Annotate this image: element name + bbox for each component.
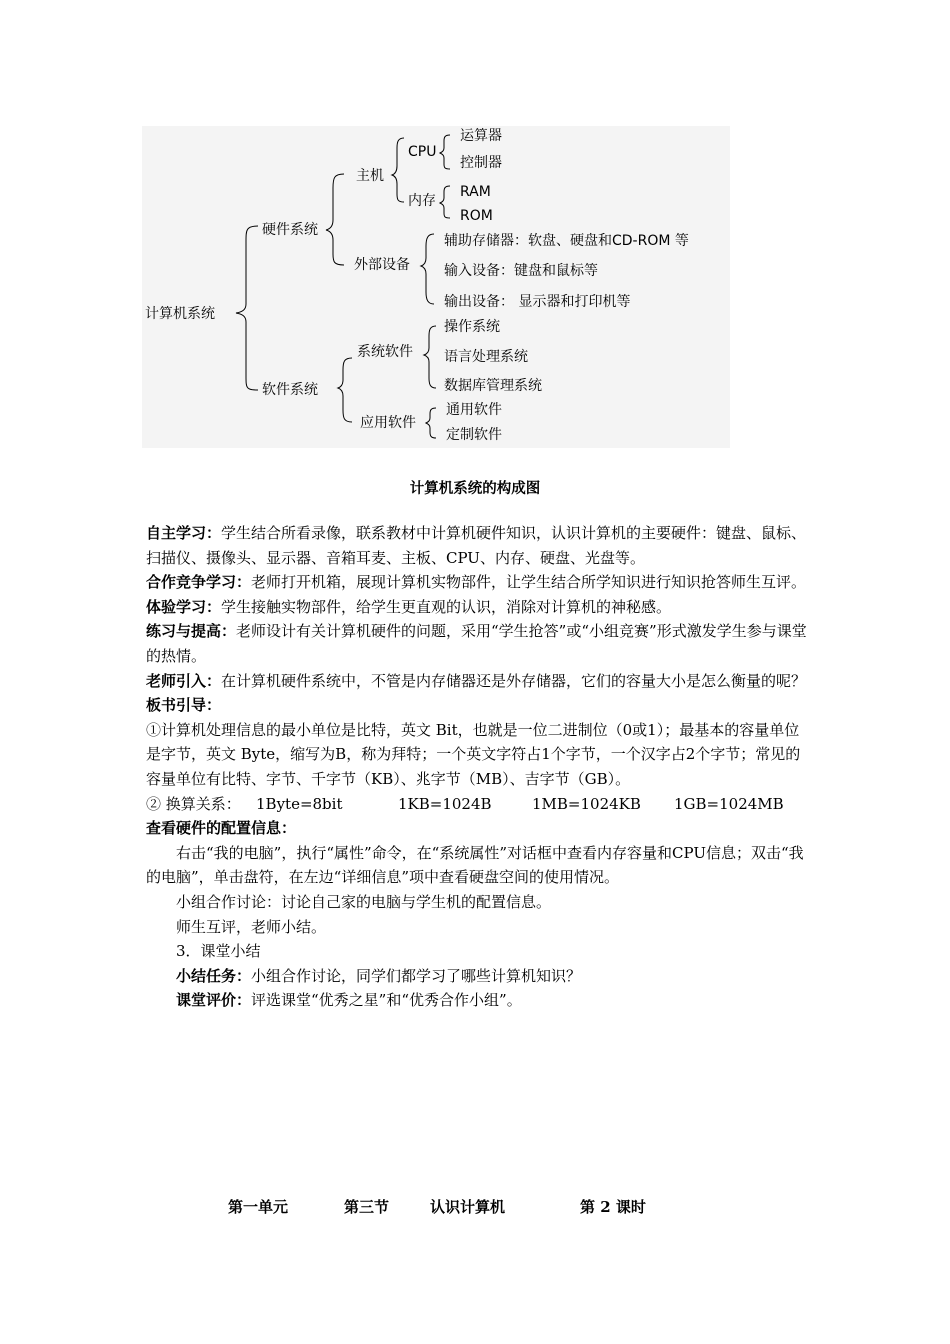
label-config: 查看硬件的配置信息： <box>146 819 297 838</box>
conv-gb: 1GB=1024MB <box>674 794 784 813</box>
heading-section: 第三节 <box>344 1198 390 1216</box>
node-lang: 语言处理系统 <box>444 349 528 365</box>
label-conversion: ② 换算关系： <box>146 794 241 813</box>
paragraph-practice <box>146 619 811 668</box>
label-evaluation: 课堂评价： <box>176 991 252 1010</box>
node-host: 主机 <box>356 168 384 184</box>
host-brace <box>392 138 404 202</box>
memory-brace <box>440 186 450 218</box>
node-input: 输入设备：键盘和鼠标等 <box>444 263 598 279</box>
node-db: 数据库管理系统 <box>444 378 542 394</box>
app-software-brace <box>426 408 436 438</box>
node-os: 操作系统 <box>444 319 500 335</box>
node-software: 软件系统 <box>262 382 318 398</box>
node-cpu: CPU <box>408 144 437 160</box>
node-peripheral: 外部设备 <box>354 257 410 273</box>
text-evaluation: 评选课堂“优秀之星”和“优秀合作小组”。 <box>251 991 522 1010</box>
node-rom: ROM <box>460 208 493 224</box>
hardware-brace <box>326 174 344 265</box>
root-brace <box>236 226 258 390</box>
paragraph-intro <box>146 669 811 694</box>
label-self-study: 自主学习： <box>146 524 222 542</box>
label-board: 板书引导： <box>146 696 222 715</box>
label-experience: 体验学习： <box>146 597 222 616</box>
text-practice: 老师设计有关计算机硬件的问题，采用“学生抢答”或“小组竞赛”形式激发学生参与课堂的热情。 <box>146 622 807 665</box>
paragraph-config: 右击“我的电脑”，执行“属性”命令，在“系统属性”对话框中查看内存容量和CPU信息；双击“我的电脑”，单击盘符，在左边“详细信息”项中查看硬盘空间的使用情况。 <box>146 843 804 887</box>
heading-lesson: 第 2 课时 <box>580 1198 646 1216</box>
text-competition: 老师打开机箱，展现计算机实物部件，让学生结合所学知识进行知识抢答师生互评。 <box>251 573 807 592</box>
label-summary-task: 小结任务： <box>176 966 252 985</box>
paragraph-summary-task <box>146 964 811 989</box>
text-self-study: 学生结合所看录像，联系教材中计算机硬件知识，认识计算机的主要硬件：键盘、鼠标、扫描仪、摄像头、显示器、音箱耳麦、主板、CPU、内存、硬盘、光盘等。 <box>146 524 807 567</box>
node-custom: 定制软件 <box>446 427 502 443</box>
peripheral-brace <box>421 234 434 304</box>
heading-topic: 认识计算机 <box>430 1198 506 1216</box>
text-intro: 在计算机硬件系统中，不管是内存储器还是外存储器，它们的容量大小是怎么衡量的呢？ <box>221 671 807 690</box>
paragraph-conversion <box>146 792 811 817</box>
text-experience: 学生接触实物部件，给学生更直观的认识，消除对计算机的神秘感。 <box>221 597 672 616</box>
conv-mb: 1MB=1024KB <box>532 794 641 813</box>
paragraph-competition <box>146 570 811 595</box>
node-ram: RAM <box>460 184 491 200</box>
label-practice: 练习与提高： <box>146 622 237 641</box>
node-aux-storage: 辅助存储器：软盘、硬盘和CD-ROM 等 <box>444 233 689 249</box>
tree-braces <box>142 126 730 448</box>
node-app-software: 应用软件 <box>360 415 416 431</box>
diagram-caption: 计算机系统的构成图 <box>409 480 541 497</box>
node-computer-system: 计算机系统 <box>145 306 215 322</box>
lesson-body <box>146 521 811 1013</box>
paragraph-experience <box>146 595 811 620</box>
paragraph-self-study <box>146 521 811 570</box>
software-brace <box>338 358 352 422</box>
conv-byte: 1Byte=8bit <box>256 794 343 813</box>
node-alu: 运算器 <box>460 128 502 144</box>
node-general: 通用软件 <box>446 402 502 418</box>
label-competition: 合作竞争学习： <box>146 573 252 592</box>
paragraph-units: ①计算机处理信息的最小单位是比特，英文 Bit，也就是一位二进制位（0或1）；最基本的容量单位是字节，英文 Byte，缩写为B，称为拜特；一个英文字符占1个字节，一个汉字占2个字节；常见的容量单位有比特、字节、千字节（KB）、兆字节（MB）、吉字节（GB）。 <box>146 720 801 788</box>
node-controller: 控制器 <box>460 155 502 171</box>
computer-system-diagram <box>142 126 730 448</box>
conv-kb: 1KB=1024B <box>398 794 492 813</box>
paragraph-summary-heading: 3．课堂小结 <box>176 942 261 961</box>
node-hardware: 硬件系统 <box>262 222 318 238</box>
paragraph-evaluation <box>146 988 811 1013</box>
system-software-brace <box>424 326 436 388</box>
cpu-brace <box>440 135 450 169</box>
node-output: 输出设备： 显示器和打印机等 <box>444 294 631 310</box>
node-memory: 内存 <box>408 193 436 209</box>
node-system-software: 系统软件 <box>357 344 413 360</box>
paragraph-review: 师生互评，老师小结。 <box>176 917 327 936</box>
label-intro: 老师引入： <box>146 671 222 690</box>
text-summary-task: 小组合作讨论，同学们都学习了哪些计算机知识？ <box>251 966 582 985</box>
paragraph-group: 小组合作讨论：讨论自己家的电脑与学生机的配置信息。 <box>176 892 552 911</box>
heading-unit: 第一单元 <box>228 1198 289 1216</box>
